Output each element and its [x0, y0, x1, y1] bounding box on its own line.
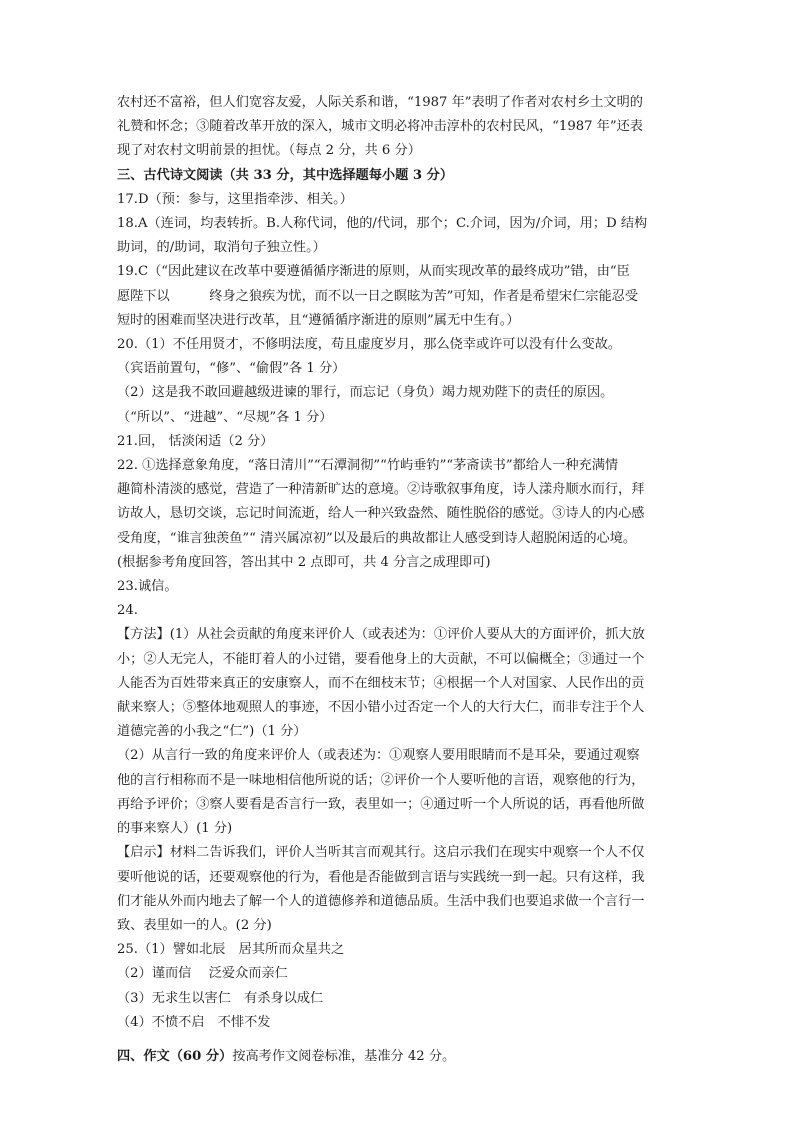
text-line: （宾语前置句，“修”、“偷假”各 1 分） [117, 361, 346, 377]
text-line: 农村还不富裕，但人们宽容友爱，人际关系和谐，“1987 年”表明了作者对农村乡土文明的 [117, 95, 643, 110]
text-line: （4）不愤不启 不悱不发 [117, 1014, 271, 1030]
text-line: 人能否为百姓带来真正的安康察人，而不在细枝末节；④根据一个人对国家、人民作出的贡 [117, 675, 645, 691]
section-heading: 四、作文（60 分） [117, 1048, 233, 1064]
text-line: （3）无求生以害仁 有杀身以成仁 [117, 990, 324, 1006]
text-line: 趣简朴清淡的感觉，营造了一种清新旷达的意境。②诗歌叙事角度，诗人漾舟顺水而行，拜 [117, 482, 645, 498]
answer-key-page [117, 91, 679, 1069]
text-line: 们才能从外而内地去了解一个人的道德修养和道德品质。生活中我们也要追求做一个言行一 [117, 893, 645, 909]
text-line: 17.D（预：参与，这里指牵涉、相关。） [117, 191, 353, 207]
text-line: 献来察人；⑤整体地观照人的事迹，不因小错小过否定一个人的大行大仁，而非专注于个人 [117, 700, 645, 716]
text-line: 21.回， 恬淡闲适（2 分） [117, 433, 274, 449]
text-line: 19.C（“因此建议在改革中要遵循循序渐进的原则，从而实现改革的最终成功”错，由“臣 [117, 264, 630, 280]
text-line: （2）从言行一致的角度来评价人（或表述为：①观察人要用眼睛而不是耳朵，要通过观察 [117, 748, 640, 764]
essay-section [117, 1045, 679, 1069]
text-line: 25.（1）譬如北辰 居其所而众星共之 [117, 942, 345, 958]
text-line: 23.诚信。 [117, 579, 178, 595]
text-line: 18.A（连词，均表转折。B.人称代词，他的/代词，那个；C.介词，因为/介词，用；D 结构 [117, 216, 648, 232]
text-line: (根据参考角度回答，答出其中 2 点即可，共 4 分言之成理即可) [117, 554, 491, 570]
text-line: 致、表里如一的人。(2 分) [117, 917, 272, 933]
text-line: 的事来察人）(1 分) [117, 821, 233, 837]
text-line: 访故人，恳切交谈，忘记时间流逝，给人一种兴致盎然、随性脱俗的感觉。③诗人的内心感 [117, 506, 645, 522]
text-line: 24. [117, 603, 138, 619]
text-line: 短时的困难而坚决进行改革，且“遵循循序渐进的原则”属无中生有。） [117, 312, 520, 328]
text-line: 【方法】(1）从社会贡献的角度来评价人（或表述为：①评价人要从大的方面评价，抓大放 [117, 627, 645, 643]
text-line: （2）谨而信 泛爱众而亲仁 [117, 966, 288, 982]
text-line: （2）这是我不敢回避越级进谏的罪行，而忘记（身负）竭力规劝陛下的责任的原因。 [117, 385, 614, 401]
text-line: 他的言行相称而不是一味地相信他所说的话；②评价一个人要听他的言语，观察他的行为， [117, 772, 645, 788]
text-line: 再给予评价；③察人要看是否言行一致，表里如一；④通过听一个人所说的话，再看他所做 [117, 796, 645, 812]
text-line: 小；②人无完人，不能盯着人的小过错，要看他身上的大贡献，不可以偏概全；③通过一个 [117, 651, 645, 667]
text-line: 受角度，“谁言独羡鱼”“ 清兴属凉初”以及最后的典故都让人感受到诗人超脱闲适的心境。 [117, 530, 637, 546]
text-line: 【启示】材料二告诉我们，评价人当听其言而观其行。这启示我们在现实中观察一个人不仅 [117, 845, 645, 861]
scoring-note: 按高考作文阅卷标准，基准分 42 分。 [232, 1048, 456, 1064]
text-line: 助词，的/助词，取消句子独立性。） [117, 240, 326, 256]
text-line: 愿陛下以 终身之狼疾为忧，而不以一日之瞑眩为苦”可知，作者是希望宋仁宗能忍受 [117, 288, 639, 304]
text-line: 22. ①选择意象角度，“落日清川”“石潭洞彻”“竹屿垂钓”“茅斋读书”都给人一种充满情 [117, 458, 619, 474]
text-line: 现了对农村文明前景的担忧。（每点 2 分，共 6 分） [117, 143, 421, 159]
text-line: 要听他说的话，还要观察他的行为，看他是否能做到言语与实践统一到一起。只有这样，我 [117, 869, 645, 885]
text-line: 20.（1）不任用贤才，不修明法度，苟且虚度岁月，那么侥幸或许可以没有什么变故。 [117, 337, 622, 353]
text-line: 礼赞和怀念；③随着改革开放的深入，城市文明必将冲击淳朴的农村民风，“1987 年”还表 [117, 119, 643, 135]
section-heading: 三、古代诗文阅读（共 33 分，其中选择题每小题 3 分） [117, 167, 454, 183]
text-line: （“所以”、“进越”、“尽规”各 1 分） [117, 409, 333, 425]
spacer [117, 1035, 679, 1045]
text-line: 道德完善的小我之“仁”)（1 分） [117, 724, 307, 740]
